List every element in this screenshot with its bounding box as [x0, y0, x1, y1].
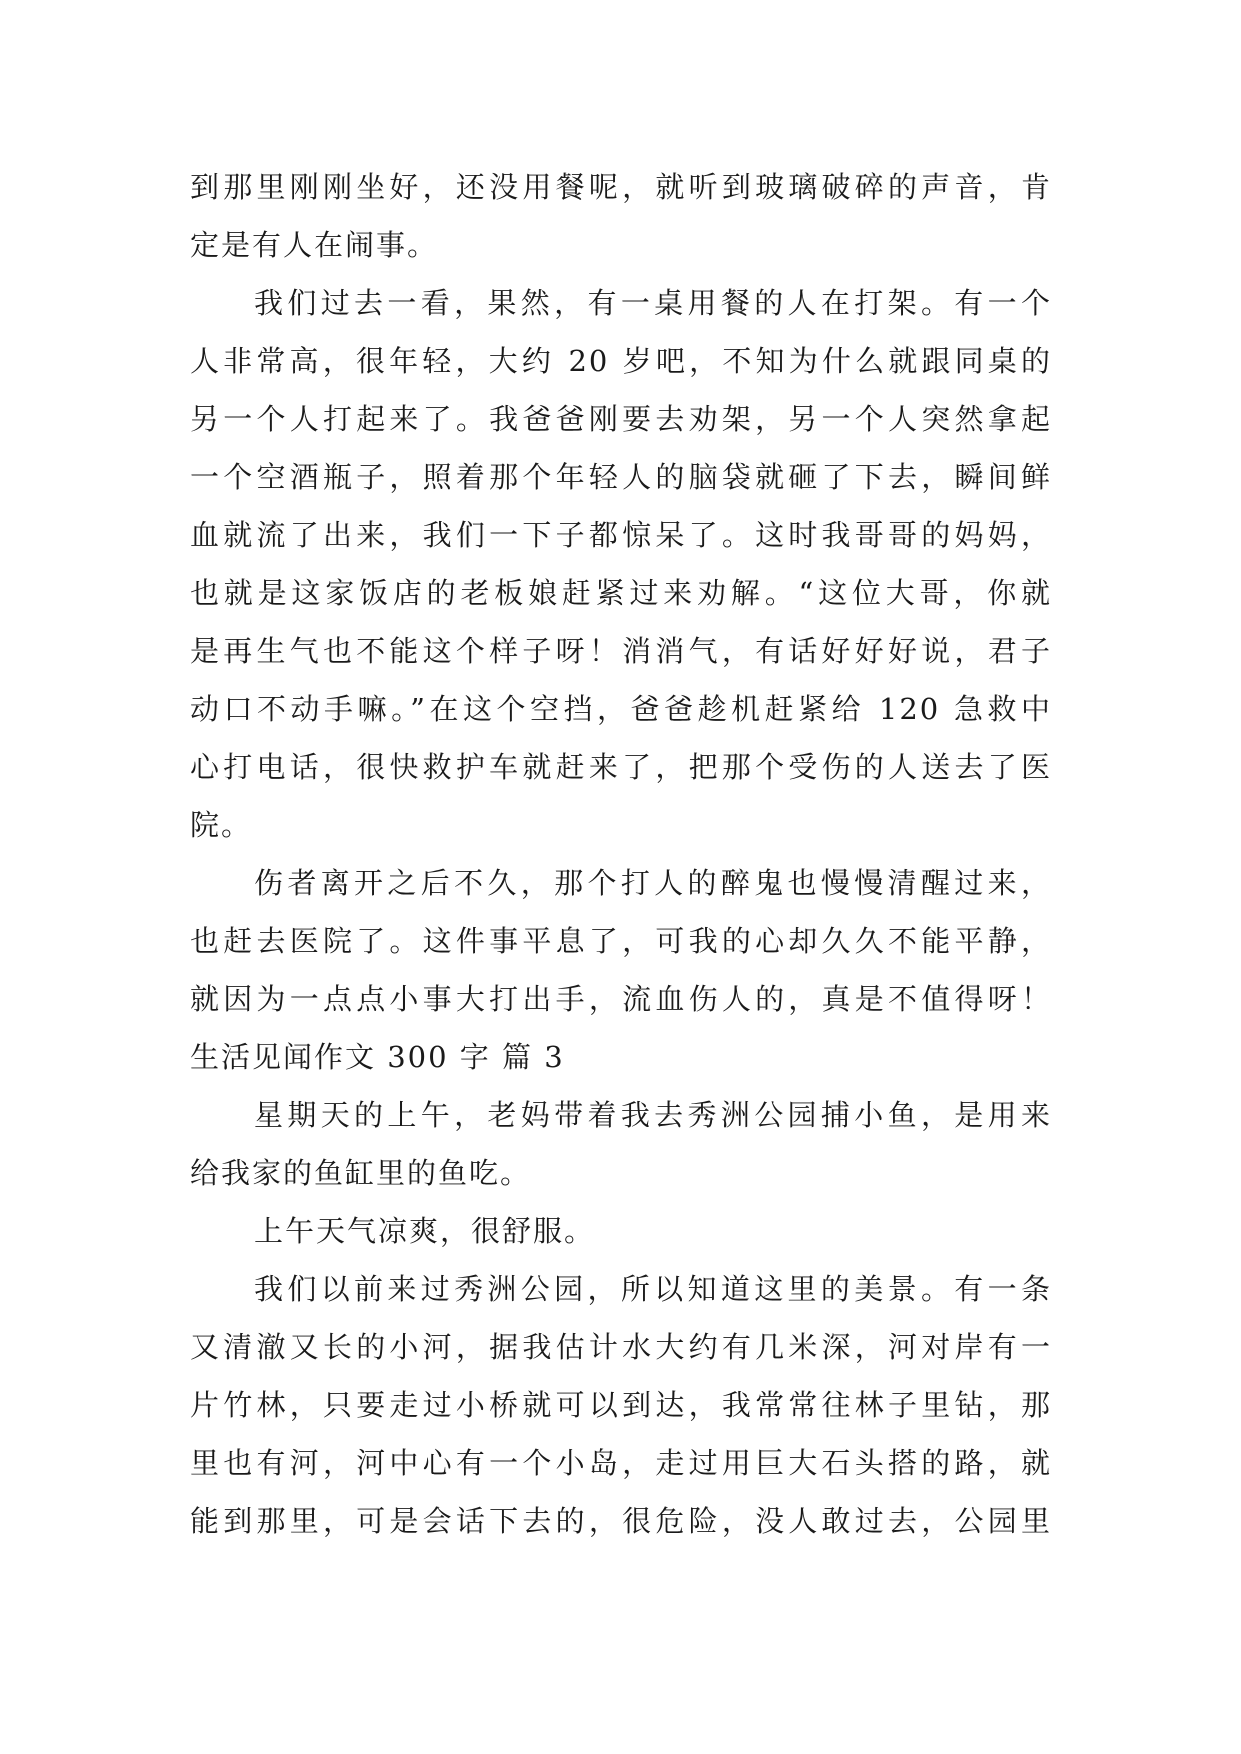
text-line: 给我家的鱼缸里的鱼吃。 — [190, 1156, 532, 1190]
text-line: 另一个人打起来了。我爸爸刚要去劝架，另一个人突然拿起 — [190, 402, 1052, 436]
text-line: 里也有河，河中心有一个小岛，走过用巨大石头搭的路，就 — [190, 1446, 1052, 1480]
text-line: 又清澈又长的小河，据我估计水大约有几米深，河对岸有一 — [190, 1330, 1052, 1364]
text-line: 一个空酒瓶子，照着那个年轻人的脑袋就砸了下去，瞬间鲜 — [190, 460, 1052, 494]
text-line: 心打电话，很快救护车就赶来了，把那个受伤的人送去了医 — [190, 750, 1052, 784]
text-line: 是再生气也不能这个样子呀！消消气，有话好好好说，君子 — [190, 634, 1052, 668]
text-line: 院。 — [190, 808, 253, 842]
text-line: 星期天的上午，老妈带着我去秀洲公园捕小鱼，是用来 — [254, 1098, 1052, 1132]
text-line: 能到那里，可是会话下去的，很危险，没人敢过去，公园里 — [190, 1504, 1052, 1538]
text-line: 血就流了出来，我们一下子都惊呆了。这时我哥哥的妈妈， — [190, 518, 1052, 552]
text-line: 我们过去一看，果然，有一桌用餐的人在打架。有一个 — [254, 286, 1052, 320]
text-line: 伤者离开之后不久，那个打人的醉鬼也慢慢清醒过来， — [254, 866, 1052, 900]
text-line: 到那里刚刚坐好，还没用餐呢，就听到玻璃破碎的声音，肯 — [190, 170, 1052, 204]
text-line: 定是有人在闹事。 — [190, 228, 439, 262]
text-line: 动口不动手嘛。”在这个空挡，爸爸趁机赶紧给 120 急救中 — [190, 692, 1052, 726]
text-line: 也就是这家饭店的老板娘赶紧过来劝解。“这位大哥，你就 — [190, 576, 1052, 610]
text-line: 片竹林，只要走过小桥就可以到达，我常常往林子里钻，那 — [190, 1388, 1052, 1422]
text-line: 我们以前来过秀洲公园，所以知道这里的美景。有一条 — [254, 1272, 1052, 1306]
text-line: 也赶去医院了。这件事平息了，可我的心却久久不能平静， — [190, 924, 1052, 958]
section-heading: 生活见闻作文 300 字 篇 3 — [190, 1040, 565, 1074]
text-line: 上午天气凉爽，很舒服。 — [254, 1214, 596, 1248]
text-line: 就因为一点点小事大打出手，流血伤人的，真是不值得呀！ — [190, 982, 1052, 1016]
text-line: 人非常高，很年轻，大约 20 岁吧，不知为什么就跟同桌的 — [190, 344, 1052, 378]
article-body — [190, 158, 1052, 1550]
